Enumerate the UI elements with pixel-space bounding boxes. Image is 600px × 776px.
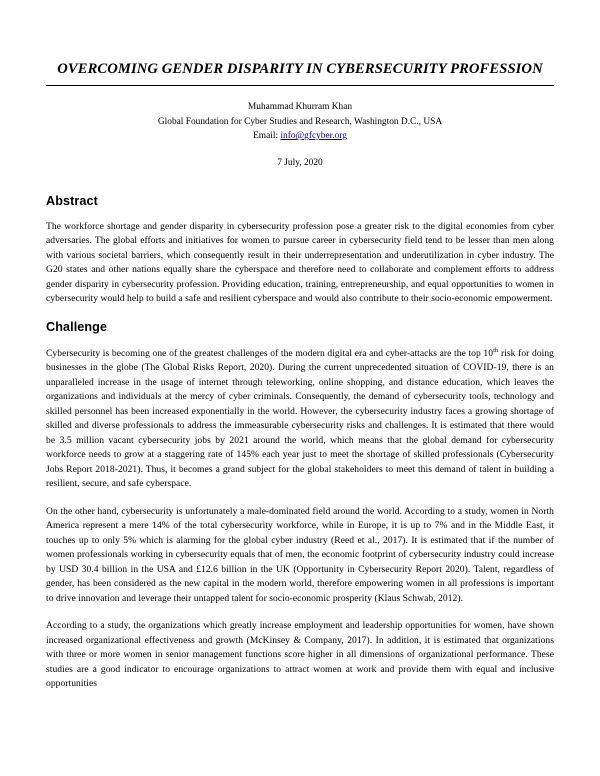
challenge-paragraph-2: On the other hand, cybersecurity is unfortunately a male-dominated field around the world. According to a study, women in North America represent a mere 14% of the total cybersecurity workforce, while in Europe, it is up to 7% and in the Middle East, it touches up to only 5% which is alarming for the global cyber industry (Reed et al., 2017). It is estimated that if the number of women professionals working in cybersecurity equals that of men, the economic footprint of cybersecurity industry could increase by USD 30.4 billion in the USA and £12.6 billion in the UK (Opportunity in Cybersecurity Report 2020). Talent, regardless of gender, has been considered as the new capital in the modern world, therefore empowering women in all professions is important to drive innovation and leverage their untapped talent for socio-economic prosperity (Klaus Schwab, 2012). <box>46 505 554 604</box>
affiliation: Global Foundation for Cyber Studies and Research, Washington D.C., USA <box>157 116 443 127</box>
publication-date: 7 July, 2020 <box>277 157 323 168</box>
challenge-paragraph-3: According to a study, the organizations which greatly increase employment and leadership opportunities for women, have shown increased organizational effectiveness and growth (McKinsey & Company, 2017). In addition, it is estimated that organizations with three or more women in senior management functions score higher in all dimensions of organizational performance. These studies are a good indicator to encourage organizations to attract women at work and provide them with equal and inclusive opportunities <box>46 620 554 690</box>
abstract-paragraph: The workforce shortage and gender disparity in cybersecurity profession pose a greater risk to the digital economies from cyber adversaries. The global efforts and initiatives for women to pursue career in cybersecurity field tend to be lesser than men along with various societal barriers, which consequently result in their underrepresentation and underutilization in cyber industry. The G20 states and other nations equally share the cyberspace and therefore need to collaborate and complement efforts to address gender disparity in cybersecurity profession. Providing education, training, entrepreneurship, and equal opportunities to women in cybersecurity would help to build a safe and resilient cyberspace and would also contribute to their socio-economic empowerment. <box>46 220 554 305</box>
challenge-paragraph-1: Cybersecurity is becoming one of the greatest challenges of the modern digital era and cyber-attacks are the top 10th risk for doing businesses in the globe (The Global Risks Report, 2020). During the current unprecedented situation of COVID-19, there is an unparalleled increase in the usage of internet through teleworking, online shopping, and distance education, which leaves the organizations and individuals at the mercy of cyber criminals. Consequently, the demand of cybersecurity tools, technology and skilled personnel has been increased exponentially in the world. However, the cybersecurity industry faces a growing shortage of skilled and diverse professionals to address the immeasurable cybersecurity risks and challenges. It is estimated that there would be 3.5 million vacant cybersecurity jobs by 2021 around the world, which means that the global demand for cybersecurity workforce needs to grow at a staggering rate of 145% each year just to meet the shortage of skilled professionals (Cybersecurity Jobs Report 2018-2021). Thus, it becomes a grand subject for the global stakeholders to meet this demand of talent in building a resilient, secure, and safe cyberspace. <box>46 346 554 490</box>
email-link[interactable]: info@gfcyber.org <box>280 131 347 142</box>
author-name: Muhammad Khurram Khan <box>247 101 353 112</box>
section-heading-abstract: Abstract <box>46 193 98 208</box>
email-label: Email: <box>253 131 281 142</box>
section-heading-challenge: Challenge <box>46 319 108 334</box>
author-block <box>46 100 554 144</box>
email-line <box>46 129 554 144</box>
title-divider <box>46 85 554 86</box>
page-title: OVERCOMING GENDER DISPARITY IN CYBERSECURITY PROFESSION <box>57 61 543 77</box>
